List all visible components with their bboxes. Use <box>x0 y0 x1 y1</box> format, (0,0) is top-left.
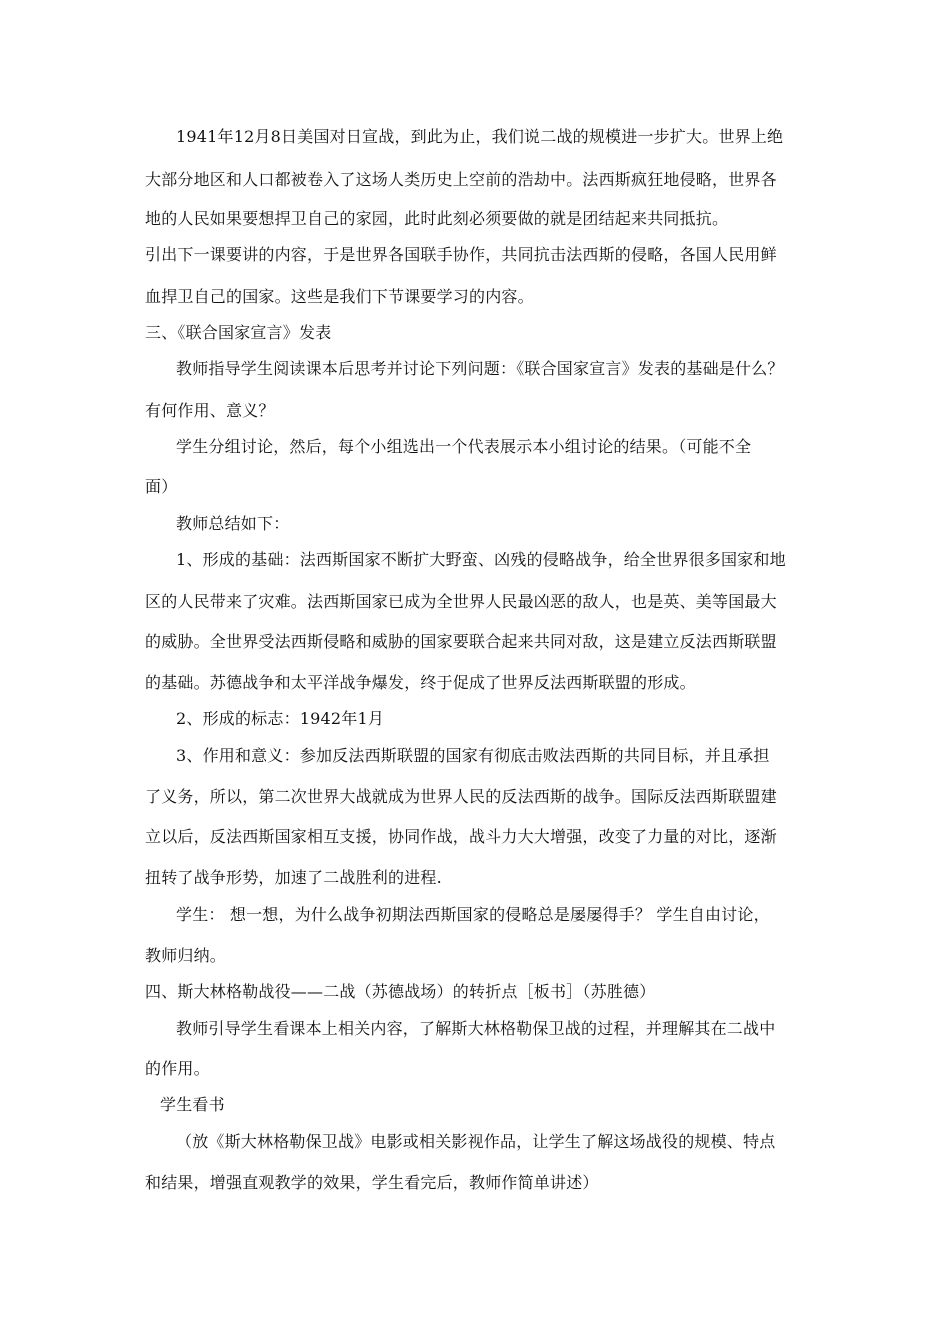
section-heading: 三、《联合国家宣言》发表 <box>145 323 332 342</box>
paragraph-line: 教师归纳。 <box>145 946 227 965</box>
paragraph-line: 扭转了战争形势，加速了二战胜利的进程. <box>145 868 442 887</box>
paragraph-line: 3、作用和意义：参加反法西斯联盟的国家有彻底击败法西斯的共同目标，并且承担 <box>176 746 770 765</box>
paragraph-line: 教师指导学生阅读课本后思考并讨论下列问题：《联合国家宣言》发表的基础是什么？ <box>176 359 784 378</box>
paragraph-line: 教师总结如下： <box>176 514 290 533</box>
paragraph-line: 的作用。 <box>145 1059 210 1078</box>
paragraph-line: 区的人民带来了灾难。法西斯国家已成为全世界人民最凶恶的敌人，也是英、美等国最大 <box>145 592 777 611</box>
paragraph-line: 面） <box>145 477 178 496</box>
section-heading: 四、斯大林格勒战役——二战（苏德战场）的转折点［板书］（苏胜德） <box>145 982 656 1001</box>
paragraph-line: 了义务，所以，第二次世界大战就成为世界人民的反法西斯的战争。国际反法西斯联盟建 <box>145 787 777 806</box>
paragraph-line: 引出下一课要讲的内容，于是世界各国联手协作，共同抗击法西斯的侵略，各国人民用鲜 <box>145 245 777 264</box>
paragraph-line: 教师引导学生看课本上相关内容，了解斯大林格勒保卫战的过程，并理解其在二战中 <box>176 1019 776 1038</box>
paragraph-line: 有何作用、意义？ <box>145 401 275 420</box>
paragraph-line: （放《斯大林格勒保卫战》电影或相关影视作品，让学生了解这场战役的规模、特点 <box>176 1132 776 1151</box>
paragraph-line: 地的人民如果要想捍卫自己的家园，此时此刻必须要做的就是团结起来共同抵抗。 <box>145 209 729 228</box>
paragraph-line: 2、形成的标志：1942年1月 <box>176 709 385 728</box>
paragraph-line: 立以后，反法西斯国家相互支援，协同作战，战斗力大大增强，改变了力量的对比，逐渐 <box>145 827 777 846</box>
paragraph-line: 血捍卫自己的国家。这些是我们下节课要学习的内容。 <box>145 287 534 306</box>
paragraph-line: 学生： 想一想，为什么战争初期法西斯国家的侵略总是屡屡得手？ 学生自由讨论， <box>176 905 770 924</box>
paragraph-line: 学生分组讨论，然后，每个小组选出一个代表展示本小组讨论的结果。（可能不全 <box>176 437 752 456</box>
paragraph-line: 的威胁。全世界受法西斯侵略和威胁的国家要联合起来共同对敌，这是建立反法西斯联盟 <box>145 632 777 651</box>
paragraph-line: 1、形成的基础：法西斯国家不断扩大野蛮、凶残的侵略战争，给全世界很多国家和地 <box>176 550 786 569</box>
paragraph-line: 大部分地区和人口都被卷入了这场人类历史上空前的浩劫中。法西斯疯狂地侵略，世界各 <box>145 170 777 189</box>
paragraph-line: 的基础。苏德战争和太平洋战争爆发，终于促成了世界反法西斯联盟的形成。 <box>145 673 696 692</box>
paragraph-line: 学生看书 <box>160 1095 225 1114</box>
paragraph-line: 和结果，增强直观教学的效果，学生看完后，教师作简单讲述） <box>145 1173 599 1192</box>
paragraph-line: 1941年12月8日美国对日宣战，到此为止，我们说二战的规模进一步扩大。世界上绝 <box>176 127 784 146</box>
